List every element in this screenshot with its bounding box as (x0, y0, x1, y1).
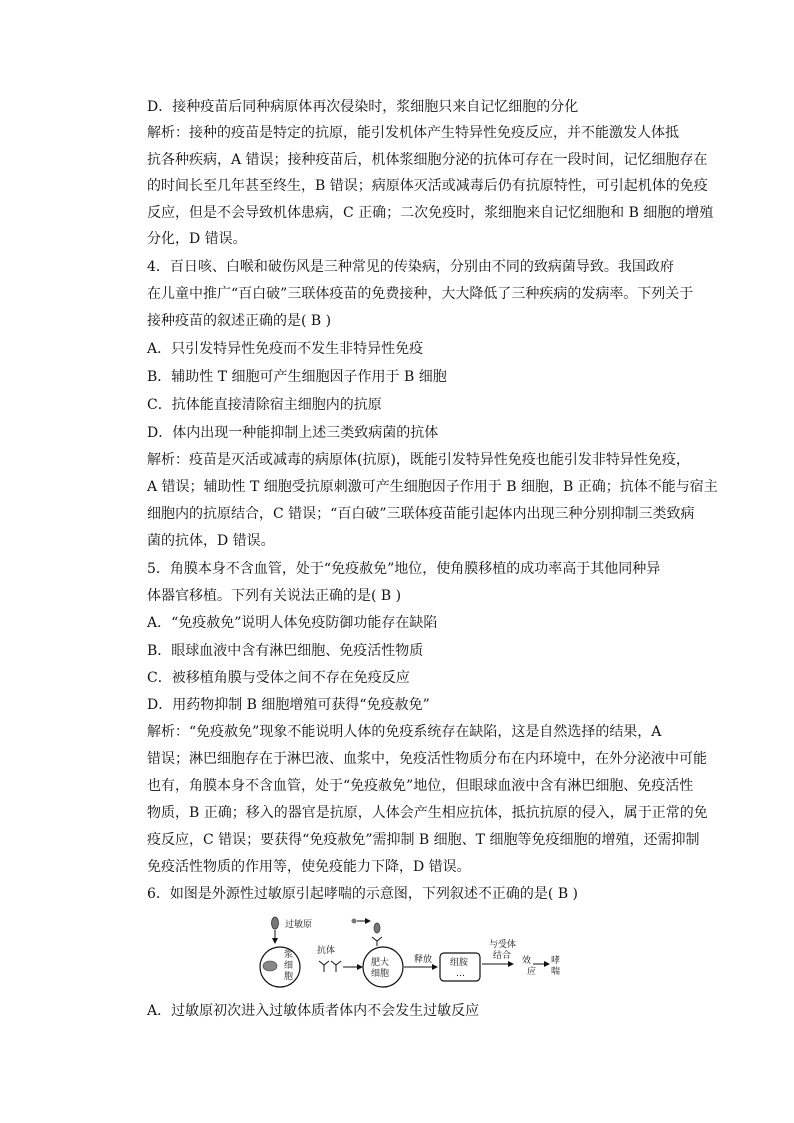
q3-option-d: D．接种疫苗后同种病原体再次侵染时，浆细胞只来自记忆细胞的分化 (147, 99, 579, 115)
plasma-cell-label: 细 (284, 961, 294, 971)
q5-analysis-line: 错误；淋巴细胞存在于淋巴液、血浆中，免疫活性物质分布在内环境中，在外分泌液中可能 (147, 751, 707, 767)
q3-analysis-line: 反应，但是不会导致机体患病，C 正确；二次免疫时，浆细胞来自记忆细胞和 B 细胞的增殖 (147, 205, 714, 221)
q4-stem-line: 接种疫苗的叙述正确的是( B ) (147, 313, 332, 329)
q5-analysis-line: 也有，角膜本身不含血管，处于“免疫赦免”地位，但眼球血液中含有淋巴细胞、免疫活性 (147, 778, 694, 794)
allergy-asthma-diagram (257, 910, 567, 990)
plasma-cell-label: 浆 (284, 950, 294, 960)
q5-stem-line: 体器官移植。下列有关说法正确的是( B ) (147, 588, 402, 604)
q5-analysis-line: 解析：“免疫赦免”现象不能说明人体的免疫系统存在缺陷，这是自然选择的结果，A (147, 724, 662, 740)
antibody-icon (319, 961, 329, 972)
bind-receptor-label: 与受体 (489, 940, 517, 950)
q6-option-a: A．过敏原初次进入过敏体质者体内不会发生过敏反应 (147, 1003, 480, 1019)
antibody-label: 抗体 (317, 946, 336, 956)
q5-option-a: A．“免疫赦免”说明人体免疫防御功能存在缺陷 (147, 615, 438, 631)
histamine-label: 组胺 (450, 958, 469, 968)
allergen-dot (352, 919, 357, 924)
release-label: 释放 (414, 955, 433, 965)
q4-option-c: C．抗体能直接清除宿主细胞内的抗原 (147, 397, 382, 413)
q4-option-d: D．体内出现一种能抑制上述三类致病菌的抗体 (147, 425, 439, 441)
q3-analysis-line: 抗各种疾病，A 错误；接种疫苗后，机体浆细胞分泌的抗体可存在一段时间，记忆细胞存在 (147, 152, 708, 168)
q3-analysis-line: 的时间长至几年甚至终生，B 错误；病原体灭活或减毒后仍有抗原特性，可引起机体的免疫 (147, 178, 708, 194)
histamine-ellipsis: … (456, 969, 465, 979)
q3-analysis-line: 解析：接种的疫苗是特定的抗原，能引发机体产生特异性免疫反应，并不能激发人体抵 (147, 125, 679, 141)
bound-antibody-icon (372, 937, 382, 946)
asthma-label: 哮 (551, 956, 561, 966)
mast-cell-label: 肥大 (371, 958, 390, 968)
q3-analysis-line: 分化，D 错误。 (147, 231, 247, 247)
effect-label: 应 (527, 967, 537, 977)
q5-option-c: C．被移植角膜与受体之间不存在免疫反应 (147, 670, 410, 686)
q4-analysis-line: 菌的抗体，D 错误。 (147, 533, 275, 549)
allergen-label: 过敏原 (285, 920, 313, 930)
q4-stem-line: 4．百日咳、白喉和破伤风是三种常见的传染病，分别由不同的致病菌导致。我国政府 (147, 259, 674, 275)
q4-option-a: A．只引发特异性免疫而不发生非特异性免疫 (147, 341, 424, 357)
allergen-particle (374, 923, 380, 933)
effect-label: 效 (522, 956, 532, 966)
q4-analysis-line: 解析：疫苗是灭活或减毒的病原体(抗原)，既能引发特异性免疫也能引发非特异性免疫， (147, 452, 690, 468)
q5-analysis-line: 物质，B 正确；移入的器官是抗原，人体会产生相应抗体，抵抗抗原的侵入，属于正常的免 (147, 805, 708, 821)
q6-stem: 6．如图是外源性过敏原引起哮喘的示意图，下列叙述不正确的是( B ) (147, 886, 579, 902)
q5-analysis-line: 免疫活性物质的作用等，使免疫能力下降，D 错误。 (147, 859, 471, 875)
asthma-label: 喘 (551, 967, 561, 977)
plasma-cell-nucleus (263, 961, 277, 971)
q4-stem-line: 在儿童中推广“百白破”三联体疫苗的免费接种，大大降低了三种疾病的发病率。下列关于 (147, 286, 694, 302)
q4-analysis-line: 细胞内的抗原结合，C 错误；“百白破”三联体疫苗能引起体内出现三种分别抑制三类致病 (147, 506, 695, 522)
q4-option-b: B．辅助性 T 细胞可产生细胞因子作用于 B 细胞 (147, 369, 447, 385)
bind-receptor-label: 结合 (493, 951, 512, 961)
q5-analysis-line: 疫反应，C 错误；要获得“免疫赦免”需抑制 B 细胞、T 细胞等免疫细胞的增殖，还需抑制 (147, 832, 700, 848)
antibody-icon (331, 961, 341, 972)
plasma-cell-label: 胞 (284, 972, 294, 982)
mast-cell-label: 细胞 (371, 969, 390, 979)
q4-analysis-line: A 错误；辅助性 T 细胞受抗原刺激可产生细胞因子作用于 B 细胞，B 正确；抗体不能与宿主 (147, 479, 718, 495)
q5-stem-line: 5．角膜本身不含血管，处于“免疫赦免”地位，使角膜移植的成功率高于其他同种异 (147, 561, 661, 577)
q5-option-d: D．用药物抑制 B 细胞增殖可获得“免疫赦免” (147, 697, 430, 713)
allergen-particle (272, 917, 279, 929)
q5-option-b: B．眼球血液中含有淋巴细胞、免疫活性物质 (147, 643, 424, 659)
